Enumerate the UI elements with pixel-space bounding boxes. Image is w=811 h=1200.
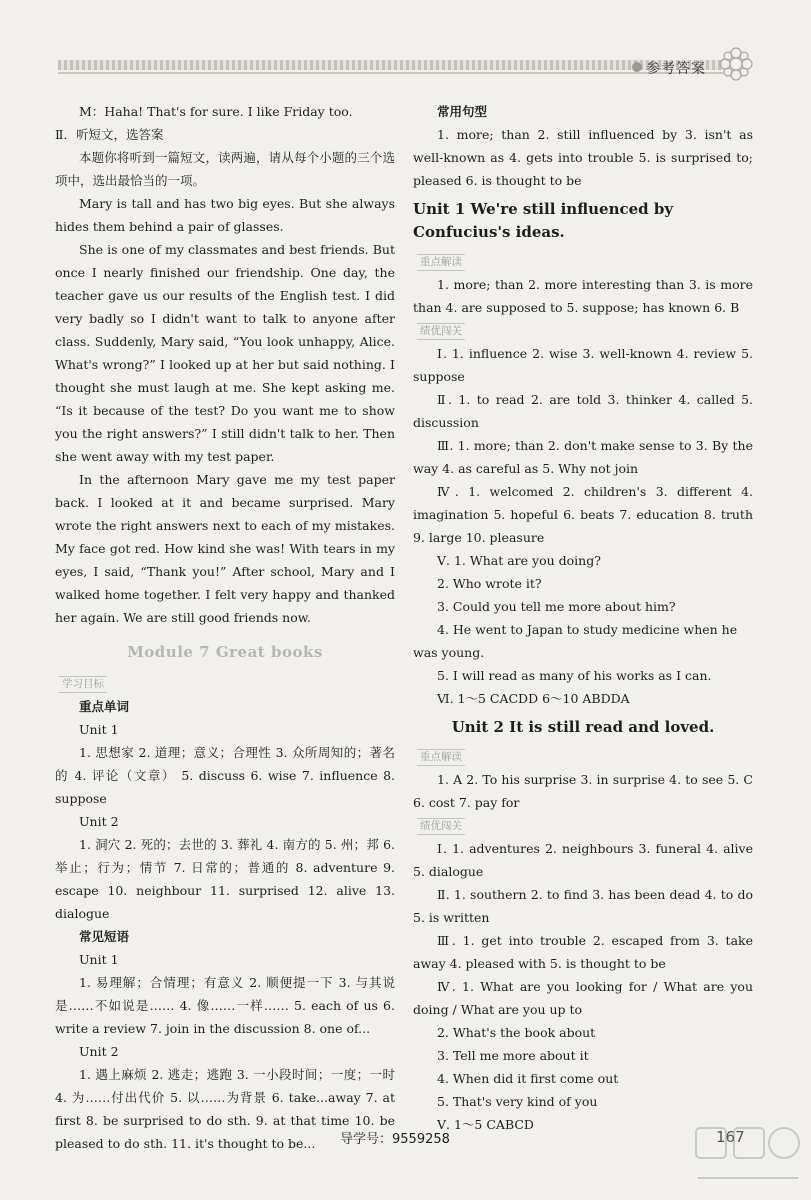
unit2-pass-iv-3: 3. Tell me more about it [437, 1048, 589, 1063]
unit1-pass-ii: Ⅱ. 1. to read 2. are told 3. thinker 4. called 5. discussion [413, 392, 753, 430]
unit2-key-answers: 1. A 2. To his surprise 3. in surprise 4. to see 5. C 6. cost 7. pay for [413, 772, 753, 810]
unit2-pass-i: Ⅰ. 1. adventures 2. neighbours 3. funeral 4. alive 5. dialogue [413, 841, 753, 879]
unit1-pass-v-4: 4. He went to Japan to study medicine when he was young. [413, 622, 738, 660]
tag-key-points-unit2: 重点解读 [417, 749, 465, 766]
unit2-pass-iv-2: 2. What's the book about [437, 1025, 596, 1040]
unit2-title: Unit 2 It is still read and loved. [451, 718, 715, 736]
passage-paragraph-2: She is one of my classmates and best friends. But once I nearly finished our friendship. One day, the teacher gave us our results of the English test. I did very badly so I didn't want to talk to anyone after class. Suddenly, Mary said, “You look unhappy, Alice. What's wrong?” I looked up at her but said nothing. I thought she must laugh at me. She kept asking me. “Is it because of the test? Do you want me to show you the right answers?” I still didn't talk to her. Then she went away with my test paper. [55, 242, 395, 464]
header-bullet-icon [632, 62, 642, 72]
vocab-unit1-label: Unit 1 [79, 722, 119, 737]
unit1-key-answers: 1. more; than 2. more interesting than 3. is more than 4. are supposed to 5. suppose; has known 6. B [413, 277, 753, 315]
phrase-unit2-label: Unit 2 [79, 1044, 119, 1059]
tag-challenge-unit1: 绩优闯关 [417, 323, 465, 340]
pattern-answers: 1. more; than 2. still influenced by 3. isn't as well-known as 4. gets into trouble 5. is surprised to; pleased 6. is thought to be [413, 127, 753, 188]
vocab-unit2-list: 1. 洞穴 2. 死的；去世的 3. 葬礼 4. 南方的 5. 州；邦 6. 举止；行为；情节 7. 日常的；普通的 8. adventure 9. escape 10. neighbour 11. surprised 12. alive 13. dialogue [55, 837, 395, 921]
vocab-unit2-label: Unit 2 [79, 814, 119, 829]
passage-paragraph-1: Mary is tall and has two big eyes. But she always hides them behind a pair of glasses. [55, 196, 395, 234]
unit2-pass-ii: Ⅱ. 1. southern 2. to find 3. has been dead 4. to do 5. is written [413, 887, 753, 925]
module-title: Module 7 Great books [127, 643, 323, 661]
page-number: 167 [716, 1128, 745, 1146]
page-header-title: 参考答案 [646, 61, 706, 77]
unit1-pass-iv: Ⅳ. 1. welcomed 2. children's 3. different 4. imagination 5. hopeful 6. beats 7. education 8. truth 9. large 10. pleasure [413, 484, 753, 545]
unit1-title: Unit 1 We're still influenced by Confucius's ideas. [413, 200, 674, 241]
dialogue-line: M：Haha! That's for sure. I like Friday too. [79, 104, 353, 119]
unit2-pass-iv-4: 4. When did it first come out [437, 1071, 619, 1086]
passage-paragraph-3: In the afternoon Mary gave me my test paper back. I looked at it and became surprised. Mary wrote the right answers next to each of my mistakes. My face got red. How kind she was! With tears in my eyes, I said, “Thank you!” After school, Mary and I walked home together. I felt very happy and thanked her again. We are still good friends now. [55, 472, 395, 625]
unit2-pass-iv-5: 5. That's very kind of you [437, 1094, 598, 1109]
unit1-pass-i: Ⅰ. 1. influence 2. wise 3. well-known 4. review 5. suppose [413, 346, 753, 384]
left-column [55, 100, 395, 1155]
unit2-pass-v: Ⅴ. 1～5 CABCD [437, 1117, 534, 1132]
tag-challenge-unit2: 绩优闯关 [417, 818, 465, 835]
guide-number: 导学号：9559258 [340, 1132, 450, 1147]
phrase-unit1-label: Unit 1 [79, 952, 119, 967]
instruction-paragraph: 本题你将听到一篇短文，读两遍，请从每个小题的三个选项中，选出最恰当的一项。 [55, 150, 395, 188]
unit2-pass-iv-1: Ⅳ. 1. What are you looking for / What are you doing / What are you up to [413, 979, 753, 1017]
unit1-pass-v-1: Ⅴ. 1. What are you doing? [437, 553, 601, 568]
vocab-heading: 重点单词 [79, 699, 130, 714]
pattern-heading: 常用句型 [437, 104, 488, 119]
tag-key-points-unit1: 重点解读 [417, 254, 465, 271]
right-column [413, 100, 753, 1136]
header-rule [58, 60, 723, 70]
unit1-pass-v-2: 2. Who wrote it? [437, 576, 542, 591]
unit1-pass-iii: Ⅲ. 1. more; than 2. don't make sense to 3. By the way 4. as careful as 5. Why not join [413, 438, 753, 476]
phrase-heading: 常见短语 [79, 929, 130, 944]
section-heading-listening: Ⅱ．听短文，选答案 [55, 127, 164, 142]
unit2-pass-iii: Ⅲ. 1. get into trouble 2. escaped from 3. take away 4. pleased with 5. is thought to be [413, 933, 753, 971]
phrase-unit1-list: 1. 易理解；合情理；有意义 2. 顺便提一下 3. 与其说是……不如说是…… 4. 像……一样…… 5. each of us 6. write a review 7. join in the discussion 8. one of... [55, 975, 395, 1036]
flower-ornament-icon [716, 44, 756, 84]
vocab-unit1-list: 1. 思想家 2. 道理；意义；合理性 3. 众所周知的；著名的 4. 评论（文章） 5. discuss 6. wise 7. influence 8. suppose [55, 745, 395, 806]
unit1-pass-vi: Ⅵ. 1～5 CACDD 6～10 ABDDA [437, 691, 630, 706]
header-rule-thin [58, 72, 723, 74]
phrase-unit2-list: 1. 遇上麻烦 2. 逃走；逃跑 3. 一小段时间；一度；一时 4. 为……付出代价 5. 以……为背景 6. take...away 7. at first 8. be surprised to do sth. 9. at that time 10. be pleased to do sth. 11. it's thought to be... [55, 1067, 395, 1151]
unit1-pass-v-5: 5. I will read as many of his works as I can. [437, 668, 712, 683]
tag-learning-goals: 学习目标 [59, 676, 107, 693]
unit1-pass-v-3: 3. Could you tell me more about him? [437, 599, 676, 614]
watermark-stamp-icon [688, 1118, 808, 1198]
